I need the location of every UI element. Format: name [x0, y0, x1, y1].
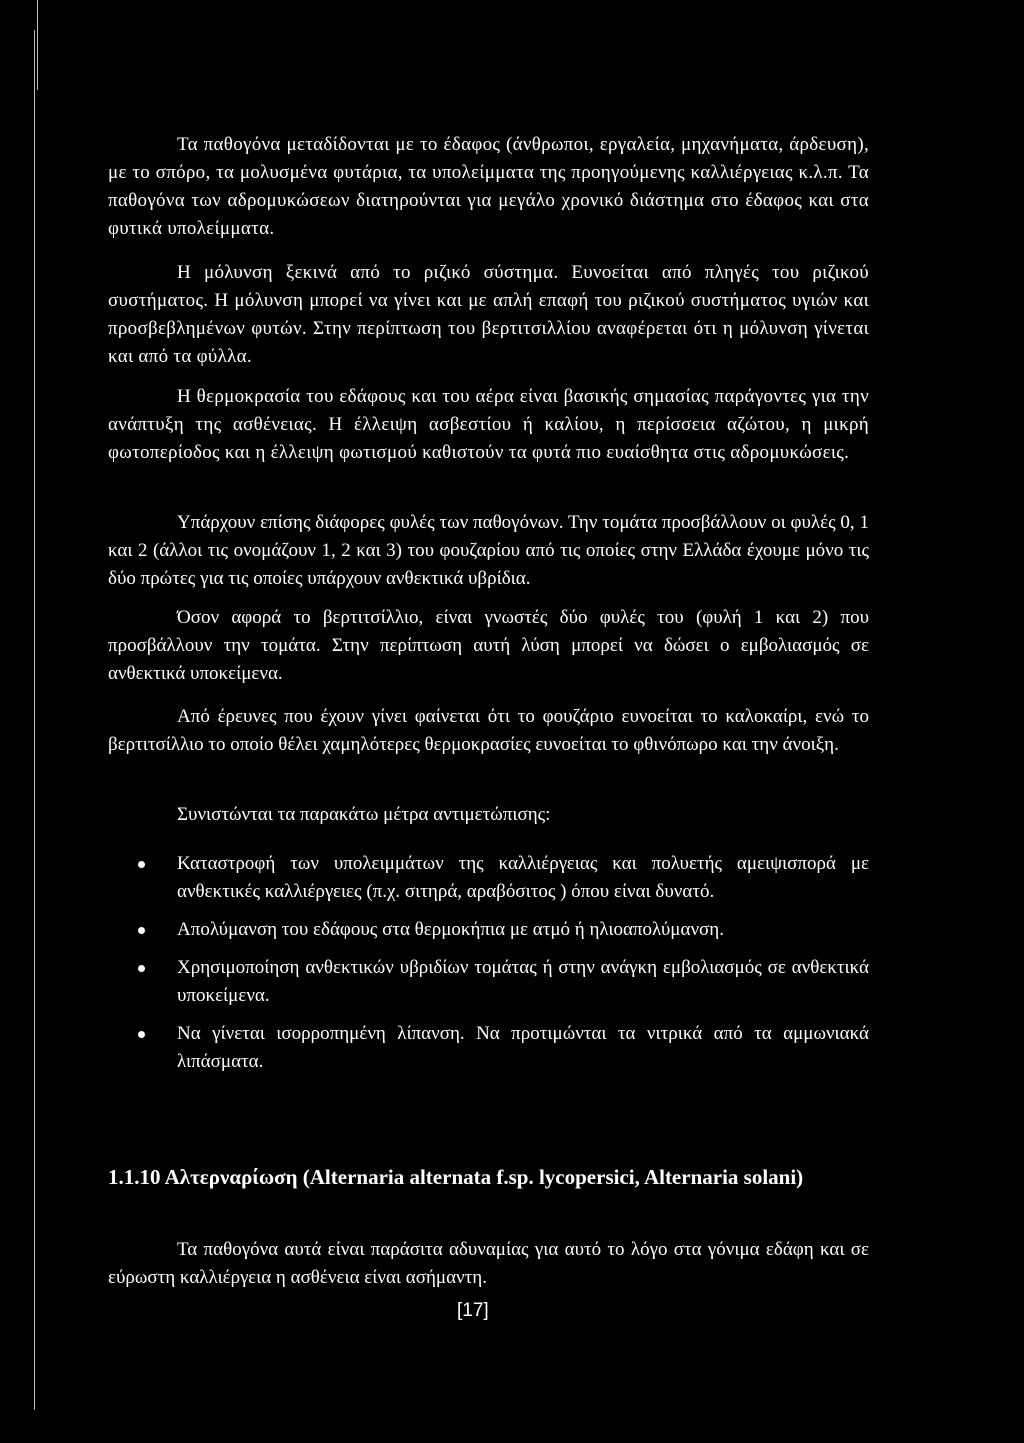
paragraph-research: Από έρευνες που έχουν γίνει φαίνεται ότι το φουζάριο ευνοείται το καλοκαίρι, ενώ το βερτιτσίλλιο το οποίο θέλει χαμηλότερες θερμοκρασίες ευνοείται το φθινόπωρο και την άνοιξη. — [108, 706, 869, 755]
scan-edge-line-2 — [37, 0, 38, 90]
measure-text: Χρησιμοποίηση ανθεκτικών υβριδίων τομάτας ή στην ανάγκη εμβολιασμός σε ανθεκτικά υποκείμενα. — [177, 957, 869, 1006]
measures-list — [108, 850, 869, 1086]
paragraph-infection: Η μόλυνση ξεκινά από το ριζικό σύστημα. Ευνοείται από πληγές του ριζικού συστήματος. Η μόλυνση μπορεί να γίνει και με απλή επαφή του ριζικού συστήματος υγιών και προσβεβλημένων φυτών. Στην περίπτωση του βερτιτσιλλίου αναφέρεται ότι η μόλυνση γίνεται και από τα φύλλα. — [108, 262, 869, 367]
bullet-icon — [138, 965, 145, 972]
list-item — [108, 916, 869, 944]
document-page — [40, 0, 1024, 1443]
paragraph-transmission: Τα παθογόνα μεταδίδονται με το έδαφος (άνθρωποι, εργαλεία, μηχανήματα, άρδευση), με το σπόρο, τα μολυσμένα φυτάρια, τα υπολείμματα της προηγούμενης καλλιέργειας κ.λ.π. Τα παθογόνα των αδρομυκώσεων διατηρούνται για μεγάλο χρονικό διάστημα στο έδαφος και στα φυτικά υπολείμματα. — [108, 134, 869, 239]
list-item — [108, 954, 869, 1010]
page-number: [17] — [457, 1300, 489, 1321]
measure-text: Καταστροφή των υπολειμμάτων της καλλιέργειας και πολυετής αμειψισπορά με ανθεκτικές καλλιέργειες (π.χ. σιτηρά, αραβόσιτος ) όπου είναι δυνατό. — [177, 853, 869, 902]
paragraph-verticillium: Όσον αφορά το βερτιτσίλλιο, είναι γνωστές δύο φυλές του (φυλή 1 και 2) που προσβάλλουν την τομάτα. Στην περίπτωση αυτή λύση μπορεί να δώσει ο εμβολιασμός σε ανθεκτικά υποκείμενα. — [108, 607, 869, 684]
bullet-icon — [138, 861, 145, 868]
measure-text: Να γίνεται ισορροπημένη λίπανση. Να προτιμώνται τα νιτρικά από τα αμμωνιακά λιπάσματα. — [177, 1023, 869, 1072]
scan-edge-line — [34, 30, 35, 1410]
paragraph-races: Υπάρχουν επίσης διάφορες φυλές των παθογόνων. Την τομάτα προσβάλλουν οι φυλές 0, 1 και 2 (άλλοι τις ονομάζουν 1, 2 και 3) του φουζαρίου από τις οποίες στην Ελλάδα έχουμε μόνο τις δύο πρώτες για τις οποίες υπάρχουν ανθεκτικά υβρίδια. — [108, 512, 869, 589]
measure-text: Απολύμανση του εδάφους στα θερμοκήπια με ατμό ή ηλιοαπολύμανση. — [177, 919, 724, 940]
measures-intro: Συνιστώνται τα παρακάτω μέτρα αντιμετώπισης: — [177, 804, 551, 825]
list-item — [108, 1020, 869, 1076]
bullet-icon — [138, 1031, 145, 1038]
bullet-icon — [138, 927, 145, 934]
paragraph-temperature: Η θερμοκρασία του εδάφους και του αέρα είναι βασικής σημασίας παράγοντες για την ανάπτυξη της ασθένειας. Η έλλειψη ασβεστίου ή καλίου, η περίσσεια αζώτου, η μικρή φωτοπερίοδος και η έλλειψη φωτισμού καθιστούν τα φυτά πιο ευαίσθητα στις αδρομυκώσεις. — [108, 386, 869, 463]
section-heading: 1.1.10 Αλτερναρίωση (Alternaria alternata f.sp. lycopersici, Alternaria solani) — [108, 1165, 804, 1189]
section-paragraph: Τα παθογόνα αυτά είναι παράσιτα αδυναμίας για αυτό το λόγο στα γόνιμα εδάφη και σε εύρωστη καλλιέργεια η ασθένεια είναι ασήμαντη. — [108, 1239, 869, 1288]
list-item — [108, 850, 869, 906]
